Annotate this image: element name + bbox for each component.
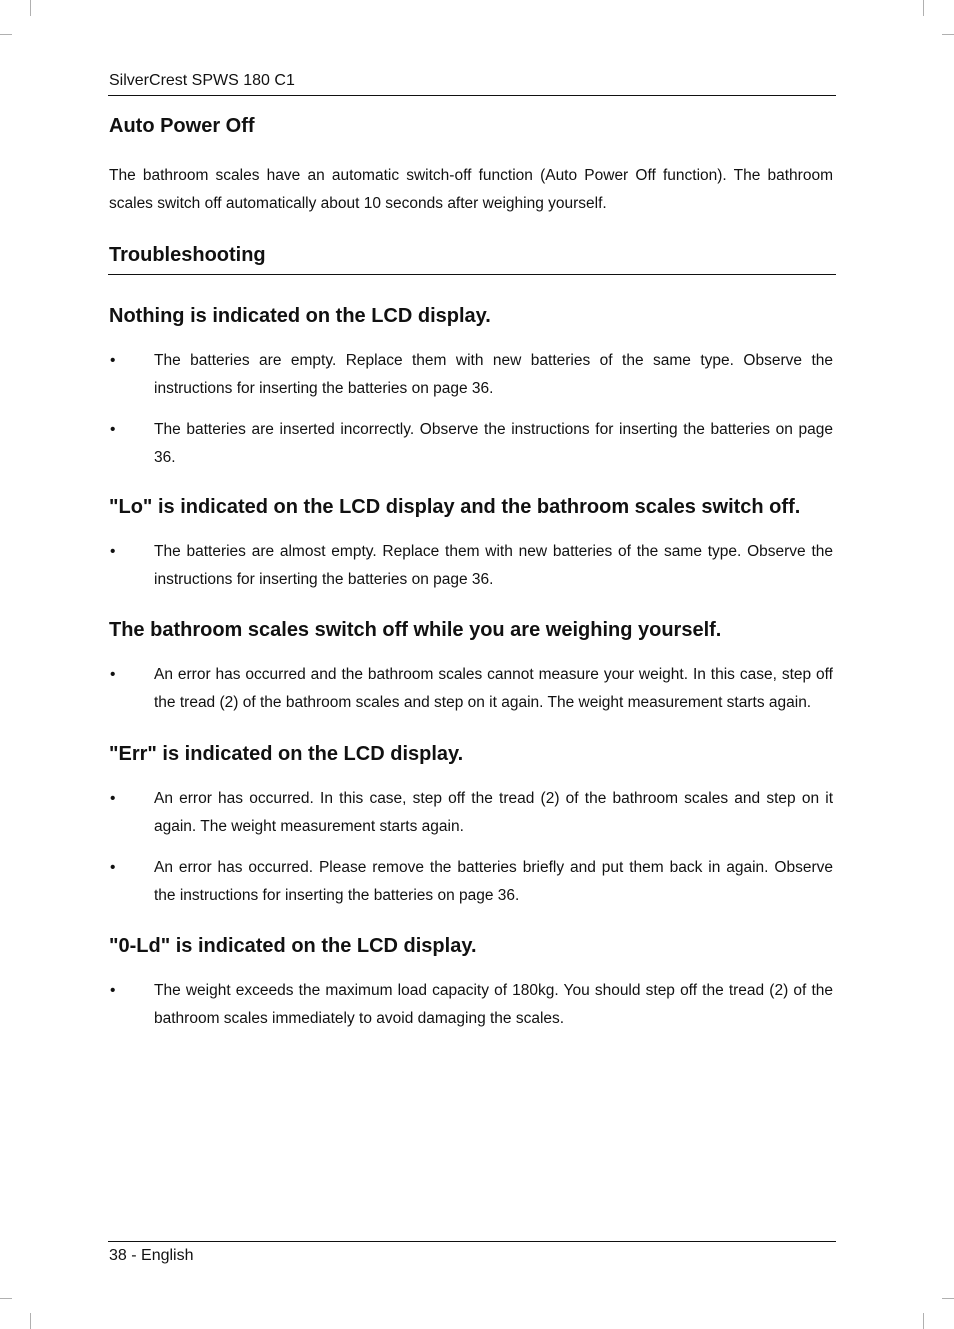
crop-mark [923,1313,924,1329]
page-number: 38 - English [109,1247,194,1264]
footer-rule [108,1241,836,1242]
problem-block [109,612,833,717]
problem-heading: The bathroom scales switch off while you are weighing yourself. [109,619,722,641]
bullet-icon: • [110,790,116,807]
paragraph: The bathroom scales have an automatic switch-off function (Auto Power Off function). The bathroom scales switch off automatically about 10 seconds after weighing yourself. [109,167,833,212]
header-rule [108,95,836,96]
list-item [109,416,833,472]
bullet-icon: • [110,421,116,438]
list-item-text: An error has occurred. In this case, step off the tread (2) of the bathroom scales and step on it again. The weight measurement starts again. [154,790,833,835]
problem-heading: "0-Ld" is indicated on the LCD display. [109,935,477,957]
bullet-icon: • [110,666,116,683]
list-item-text: The batteries are almost empty. Replace them with new batteries of the same type. Observe the instructions for inserting the batteries on page 36. [154,543,833,588]
running-header: SilverCrest SPWS 180 C1 [109,72,295,89]
problem-block [109,736,833,910]
crop-mark [30,0,31,16]
list-item-text: The batteries are inserted incorrectly. Observe the instructions for inserting the batteries on page 36. [154,421,833,466]
list-item [109,538,833,594]
crop-mark [0,1298,12,1299]
bullet-list [109,977,833,1033]
bullet-list [109,661,833,717]
bullet-icon: • [110,543,116,560]
list-item-text: An error has occurred. Please remove the batteries briefly and put them back in again. Observe the instructions for inserting the batteries on page 36. [154,859,833,904]
bullet-icon: • [110,982,116,999]
crop-mark [942,1298,954,1299]
crop-mark [30,1313,31,1329]
list-item-text: An error has occurred and the bathroom scales cannot measure your weight. In this case, step off the tread (2) of the bathroom scales and step on it again. The weight measurement starts again. [154,666,833,711]
page-content [109,107,833,1033]
crop-mark [942,34,954,35]
section-rule [108,274,836,275]
auto-power-off-section [109,107,833,218]
list-item [109,347,833,403]
list-item [109,977,833,1033]
bullet-list [109,347,833,472]
bullet-list [109,538,833,594]
bullet-icon: • [110,859,116,876]
list-item-text: The weight exceeds the maximum load capacity of 180kg. You should step off the tread (2) of the bathroom scales immediately to avoid damaging the scales. [154,982,833,1027]
problem-block [109,298,833,472]
problem-block [109,928,833,1033]
problem-heading: Nothing is indicated on the LCD display. [109,305,491,327]
crop-mark [923,0,924,16]
list-item [109,661,833,717]
bullet-icon: • [110,352,116,369]
list-item-text: The batteries are empty. Replace them with new batteries of the same type. Observe the instructions for inserting the batteries on page 36. [154,352,833,397]
problem-heading: "Lo" is indicated on the LCD display and the bathroom scales switch off. [109,496,801,518]
section-heading: Troubleshooting [109,244,266,266]
problem-heading: "Err" is indicated on the LCD display. [109,743,464,765]
list-item [109,785,833,841]
problem-block [109,489,833,594]
bullet-list [109,785,833,910]
section-heading: Auto Power Off [109,115,255,137]
list-item [109,854,833,910]
crop-mark [0,34,12,35]
troubleshooting-section [109,236,833,1033]
